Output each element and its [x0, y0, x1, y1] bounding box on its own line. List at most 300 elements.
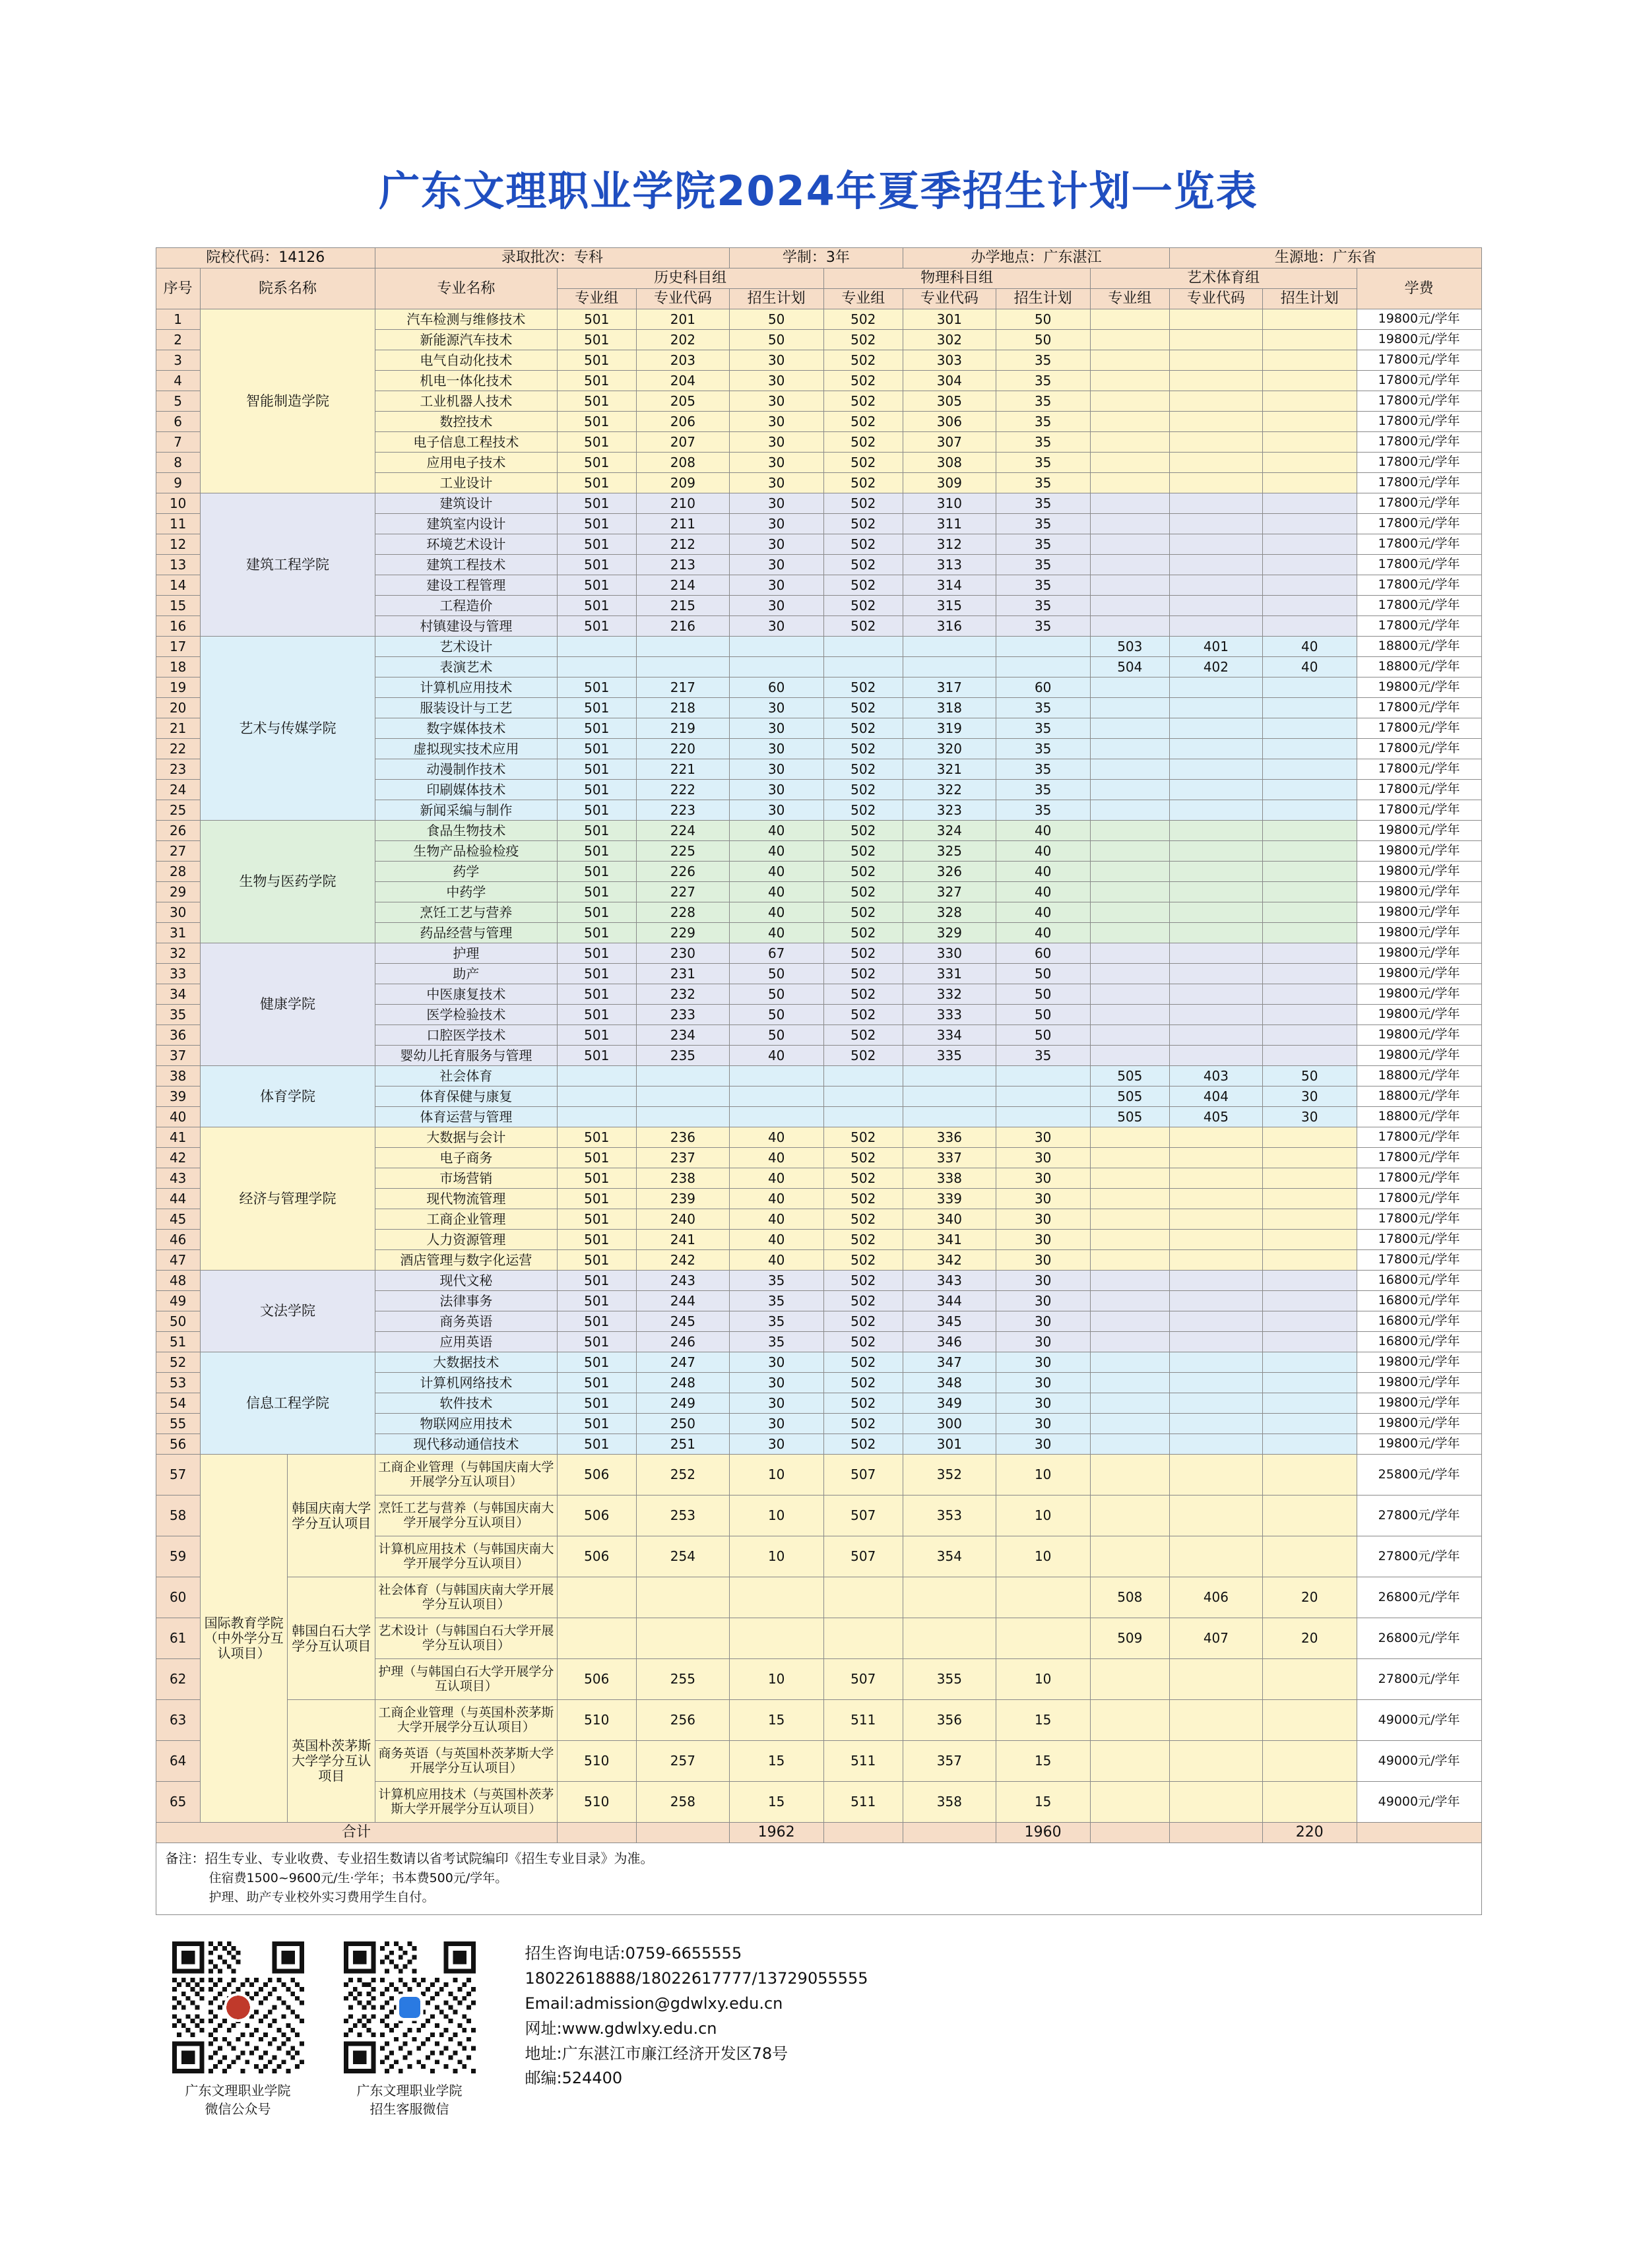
physics-major-code: [903, 1066, 996, 1087]
history-plan: 60: [729, 677, 823, 698]
physics-major-code: 318: [903, 698, 996, 718]
row-index: 6: [156, 412, 200, 432]
major-name: 药品经营与管理: [375, 923, 557, 943]
tuition-fee: 17800元/学年: [1357, 514, 1481, 534]
total-history-plan: 1962: [729, 1823, 823, 1843]
physics-plan: 35: [996, 493, 1090, 514]
physics-major-group: 502: [823, 432, 903, 453]
physics-plan: 35: [996, 575, 1090, 596]
history-plan: 30: [729, 616, 823, 637]
tuition-fee: 19800元/学年: [1357, 1046, 1481, 1066]
physics-major-group: 502: [823, 514, 903, 534]
art-major-code: 405: [1170, 1107, 1263, 1127]
physics-plan: 15: [996, 1782, 1090, 1823]
row-index: 43: [156, 1168, 200, 1189]
row-index: 49: [156, 1291, 200, 1311]
art-major-code: [1170, 943, 1263, 964]
art-major-group: [1090, 1536, 1169, 1577]
history-plan: 30: [729, 350, 823, 371]
row-index: 57: [156, 1455, 200, 1496]
physics-plan: 35: [996, 371, 1090, 391]
art-major-code: [1170, 1209, 1263, 1230]
row-index: 1: [156, 309, 200, 330]
physics-plan: 35: [996, 534, 1090, 555]
physics-plan: [996, 637, 1090, 657]
art-major-code: [1170, 350, 1263, 371]
history-major-code: 256: [636, 1700, 729, 1741]
art-plan: [1262, 432, 1357, 453]
row-index: 51: [156, 1332, 200, 1352]
art-plan: [1262, 902, 1357, 923]
history-major-code: 245: [636, 1311, 729, 1332]
history-plan: 50: [729, 309, 823, 330]
history-major-group: 501: [557, 1230, 636, 1250]
physics-major-code: 305: [903, 391, 996, 412]
history-plan: 30: [729, 453, 823, 473]
department-name: 经济与管理学院: [200, 1127, 375, 1271]
art-plan: [1262, 1230, 1357, 1250]
row-index: 53: [156, 1373, 200, 1393]
history-major-group: 501: [557, 1271, 636, 1291]
art-major-group: [1090, 1741, 1169, 1782]
major-name: 软件技术: [375, 1393, 557, 1414]
tuition-fee: 19800元/学年: [1357, 862, 1481, 882]
tuition-fee: 17800元/学年: [1357, 1189, 1481, 1209]
history-major-code: 209: [636, 473, 729, 493]
tuition-fee: 49000元/学年: [1357, 1741, 1481, 1782]
physics-major-code: 334: [903, 1025, 996, 1046]
physics-plan: 35: [996, 718, 1090, 739]
total-empty-1: [557, 1823, 636, 1843]
physics-major-group: 502: [823, 1393, 903, 1414]
physics-plan: 35: [996, 555, 1090, 575]
art-plan: [1262, 1291, 1357, 1311]
art-plan: [1262, 1025, 1357, 1046]
row-index: 8: [156, 453, 200, 473]
tuition-fee: 19800元/学年: [1357, 841, 1481, 862]
art-major-code: 407: [1170, 1618, 1263, 1659]
physics-plan: 30: [996, 1209, 1090, 1230]
tuition-fee: 19800元/学年: [1357, 902, 1481, 923]
tuition-fee: 17800元/学年: [1357, 1209, 1481, 1230]
partner-program-name: 韩国庆南大学学分互认项目: [288, 1455, 375, 1577]
physics-major-group: 502: [823, 821, 903, 841]
row-index: 24: [156, 780, 200, 800]
art-plan: 20: [1262, 1618, 1357, 1659]
tuition-fee: 18800元/学年: [1357, 1066, 1481, 1087]
major-name: 大数据与会计: [375, 1127, 557, 1148]
row-index: 46: [156, 1230, 200, 1250]
history-major-group: [557, 1107, 636, 1127]
art-major-code: [1170, 1230, 1263, 1250]
art-major-group: 505: [1090, 1066, 1169, 1087]
physics-major-group: 502: [823, 309, 903, 330]
art-major-group: [1090, 412, 1169, 432]
physics-major-code: [903, 1577, 996, 1618]
history-plan: 15: [729, 1782, 823, 1823]
history-major-group: 501: [557, 677, 636, 698]
major-name: 现代物流管理: [375, 1189, 557, 1209]
art-plan: [1262, 1393, 1357, 1414]
physics-major-group: 502: [823, 1352, 903, 1373]
tuition-fee: 17800元/学年: [1357, 453, 1481, 473]
major-name: 工业机器人技术: [375, 391, 557, 412]
history-plan: 30: [729, 1414, 823, 1434]
tuition-fee: 17800元/学年: [1357, 412, 1481, 432]
art-plan: [1262, 1311, 1357, 1332]
history-major-group: 506: [557, 1455, 636, 1496]
history-major-code: 226: [636, 862, 729, 882]
row-index: 36: [156, 1025, 200, 1046]
row-index: 13: [156, 555, 200, 575]
physics-plan: 10: [996, 1455, 1090, 1496]
qr-caption-line2: 微信公众号: [205, 2100, 271, 2117]
art-major-code: [1170, 677, 1263, 698]
physics-major-code: 324: [903, 821, 996, 841]
major-name: 中药学: [375, 882, 557, 902]
total-physics-plan: 1960: [996, 1823, 1090, 1843]
art-major-group: [1090, 1373, 1169, 1393]
art-major-code: [1170, 923, 1263, 943]
tuition-fee: 17800元/学年: [1357, 555, 1481, 575]
history-major-code: 207: [636, 432, 729, 453]
physics-plan: 10: [996, 1536, 1090, 1577]
history-plan: 30: [729, 1393, 823, 1414]
history-plan: 30: [729, 534, 823, 555]
history-major-code: 257: [636, 1741, 729, 1782]
art-major-group: [1090, 1496, 1169, 1536]
row-index: 56: [156, 1434, 200, 1455]
history-plan: 15: [729, 1700, 823, 1741]
row-index: 7: [156, 432, 200, 453]
art-plan: [1262, 1148, 1357, 1168]
major-name: 数控技术: [375, 412, 557, 432]
physics-major-group: 502: [823, 800, 903, 821]
history-major-group: 501: [557, 309, 636, 330]
art-major-code: [1170, 453, 1263, 473]
physics-major-code: [903, 637, 996, 657]
row-index: 59: [156, 1536, 200, 1577]
tuition-fee: 17800元/学年: [1357, 739, 1481, 759]
row-index: 65: [156, 1782, 200, 1823]
art-major-group: [1090, 473, 1169, 493]
art-major-group: [1090, 984, 1169, 1005]
history-plan: 30: [729, 800, 823, 821]
art-major-code: [1170, 432, 1263, 453]
history-plan: 30: [729, 759, 823, 780]
table-row: [156, 1271, 1481, 1291]
physics-major-code: 322: [903, 780, 996, 800]
physics-plan: 35: [996, 412, 1090, 432]
history-plan: 40: [729, 1168, 823, 1189]
history-plan: 40: [729, 1046, 823, 1066]
row-index: 41: [156, 1127, 200, 1148]
history-major-code: 243: [636, 1271, 729, 1291]
physics-major-group: 502: [823, 1025, 903, 1046]
contact-website: 网址:www.gdwlxy.edu.cn: [525, 2019, 717, 2038]
tuition-fee: 19800元/学年: [1357, 309, 1481, 330]
physics-major-group: 502: [823, 555, 903, 575]
history-major-code: 220: [636, 739, 729, 759]
physics-major-group: 511: [823, 1700, 903, 1741]
row-index: 50: [156, 1311, 200, 1332]
art-plan: [1262, 841, 1357, 862]
row-index: 21: [156, 718, 200, 739]
tuition-fee: 17800元/学年: [1357, 1250, 1481, 1271]
history-plan: 30: [729, 1373, 823, 1393]
physics-plan: 30: [996, 1271, 1090, 1291]
art-plan: [1262, 1496, 1357, 1536]
major-name: 商务英语（与英国朴茨茅斯大学开展学分互认项目）: [375, 1741, 557, 1782]
major-name: 数字媒体技术: [375, 718, 557, 739]
qr-caption-line1: 广东文理职业学院: [356, 2082, 463, 2098]
major-name: 现代文秘: [375, 1271, 557, 1291]
physics-major-group: 502: [823, 1168, 903, 1189]
history-major-code: 258: [636, 1782, 729, 1823]
row-index: 45: [156, 1209, 200, 1230]
art-plan: [1262, 1189, 1357, 1209]
note-line-3: 护理、助产专业校外实习费用学生自付。: [209, 1890, 435, 1905]
physics-major-code: 345: [903, 1311, 996, 1332]
art-major-code: [1170, 616, 1263, 637]
physics-major-code: 357: [903, 1741, 996, 1782]
history-major-group: 501: [557, 1291, 636, 1311]
art-major-code: [1170, 1496, 1263, 1536]
physics-plan: 60: [996, 677, 1090, 698]
history-major-group: [557, 637, 636, 657]
art-plan: [1262, 882, 1357, 902]
physics-major-group: 502: [823, 862, 903, 882]
physics-plan: 30: [996, 1414, 1090, 1434]
physics-major-group: 507: [823, 1536, 903, 1577]
art-plan: [1262, 780, 1357, 800]
art-major-code: 404: [1170, 1087, 1263, 1107]
history-plan: 40: [729, 1250, 823, 1271]
history-plan: 35: [729, 1332, 823, 1352]
row-index: 54: [156, 1393, 200, 1414]
art-major-code: [1170, 1005, 1263, 1025]
physics-plan: [996, 657, 1090, 677]
art-major-code: [1170, 1536, 1263, 1577]
physics-major-code: 319: [903, 718, 996, 739]
major-name: 新闻采编与制作: [375, 800, 557, 821]
major-name: 虚拟现实技术应用: [375, 739, 557, 759]
art-plan: [1262, 943, 1357, 964]
art-major-code: [1170, 1414, 1263, 1434]
art-major-group: [1090, 923, 1169, 943]
history-major-code: 205: [636, 391, 729, 412]
physics-plan: 35: [996, 616, 1090, 637]
history-plan: 30: [729, 1352, 823, 1373]
physics-major-group: 502: [823, 964, 903, 984]
physics-plan: 35: [996, 473, 1090, 493]
art-major-code: [1170, 1700, 1263, 1741]
art-major-group: [1090, 1352, 1169, 1373]
art-major-group: [1090, 780, 1169, 800]
art-major-group: [1090, 371, 1169, 391]
art-plan: [1262, 534, 1357, 555]
history-major-group: 501: [557, 575, 636, 596]
physics-major-code: 307: [903, 432, 996, 453]
physics-major-group: 502: [823, 534, 903, 555]
physics-major-group: 502: [823, 1005, 903, 1025]
art-major-code: [1170, 1127, 1263, 1148]
major-name: 艺术设计: [375, 637, 557, 657]
history-plan: 35: [729, 1311, 823, 1332]
tuition-fee: 19800元/学年: [1357, 882, 1481, 902]
physics-major-group: 502: [823, 453, 903, 473]
physics-plan: 35: [996, 698, 1090, 718]
history-major-group: 501: [557, 1373, 636, 1393]
history-plan: 50: [729, 1005, 823, 1025]
art-major-code: [1170, 309, 1263, 330]
table-row: [156, 1352, 1481, 1373]
physics-plan: 35: [996, 453, 1090, 473]
physics-major-group: 502: [823, 1209, 903, 1230]
art-major-code: [1170, 841, 1263, 862]
table-row-international: [156, 1700, 1481, 1741]
qr-caption-line2: 招生客服微信: [369, 2100, 449, 2117]
art-plan: [1262, 1250, 1357, 1271]
art-major-code: [1170, 1271, 1263, 1291]
major-name: 电子商务: [375, 1148, 557, 1168]
physics-major-group: 502: [823, 596, 903, 616]
history-plan: 40: [729, 923, 823, 943]
physics-major-group: 502: [823, 718, 903, 739]
major-name: 汽车检测与维修技术: [375, 309, 557, 330]
student-origin: 生源地：广东省: [1170, 248, 1481, 268]
row-index: 12: [156, 534, 200, 555]
history-major-group: 501: [557, 514, 636, 534]
physics-major-code: [903, 1618, 996, 1659]
major-name: 烹饪工艺与营养（与韩国庆南大学开展学分互认项目）: [375, 1496, 557, 1536]
physics-major-code: [903, 1107, 996, 1127]
history-major-group: [557, 657, 636, 677]
row-index: 62: [156, 1659, 200, 1700]
history-major-group: 501: [557, 350, 636, 371]
major-name: 工商企业管理（与韩国庆南大学开展学分互认项目）: [375, 1455, 557, 1496]
history-major-group: 501: [557, 1434, 636, 1455]
physics-major-code: 356: [903, 1700, 996, 1741]
tuition-fee: 17800元/学年: [1357, 350, 1481, 371]
campus-location: 办学地点：广东湛江: [903, 248, 1169, 268]
tuition-fee: 17800元/学年: [1357, 575, 1481, 596]
physics-major-code: 301: [903, 309, 996, 330]
art-major-code: [1170, 391, 1263, 412]
history-major-code: 244: [636, 1291, 729, 1311]
history-major-code: 229: [636, 923, 729, 943]
admission-plan-table: [156, 247, 1482, 1843]
row-index: 47: [156, 1250, 200, 1271]
art-plan: [1262, 862, 1357, 882]
history-plan: [729, 1087, 823, 1107]
art-major-group: [1090, 698, 1169, 718]
history-major-group: 501: [557, 555, 636, 575]
tuition-fee: 19800元/学年: [1357, 1434, 1481, 1455]
tuition-fee: 17800元/学年: [1357, 800, 1481, 821]
history-major-group: 501: [557, 473, 636, 493]
row-index: 18: [156, 657, 200, 677]
physics-plan: [996, 1107, 1090, 1127]
art-major-code: [1170, 1311, 1263, 1332]
qr-block-wechat-service: [327, 1941, 492, 2118]
art-major-group: [1090, 1455, 1169, 1496]
art-plan: [1262, 1332, 1357, 1352]
major-name: 工商企业管理（与英国朴茨茅斯大学开展学分互认项目）: [375, 1700, 557, 1741]
art-major-code: [1170, 1148, 1263, 1168]
history-plan: 40: [729, 821, 823, 841]
tuition-fee: 27800元/学年: [1357, 1659, 1481, 1700]
th-group-history: 历史科目组: [557, 268, 823, 289]
major-name: 计算机网络技术: [375, 1373, 557, 1393]
tuition-fee: 17800元/学年: [1357, 698, 1481, 718]
history-major-group: 506: [557, 1496, 636, 1536]
art-plan: 50: [1262, 1066, 1357, 1087]
history-plan: [729, 1577, 823, 1618]
art-plan: [1262, 1127, 1357, 1148]
th-major-group: 专业组: [557, 289, 636, 309]
tuition-fee: 27800元/学年: [1357, 1536, 1481, 1577]
history-plan: 40: [729, 1230, 823, 1250]
history-major-code: 250: [636, 1414, 729, 1434]
physics-major-group: [823, 1087, 903, 1107]
th-major-group: 专业组: [1090, 289, 1169, 309]
row-index: 34: [156, 984, 200, 1005]
art-major-code: [1170, 493, 1263, 514]
table-row-international: [156, 1577, 1481, 1618]
tuition-fee: 17800元/学年: [1357, 473, 1481, 493]
row-index: 52: [156, 1352, 200, 1373]
physics-plan: 10: [996, 1659, 1090, 1700]
history-major-group: 506: [557, 1659, 636, 1700]
physics-major-code: 336: [903, 1127, 996, 1148]
history-major-group: 501: [557, 964, 636, 984]
tuition-fee: 19800元/学年: [1357, 923, 1481, 943]
physics-major-code: 353: [903, 1496, 996, 1536]
history-plan: 10: [729, 1455, 823, 1496]
physics-plan: 30: [996, 1434, 1090, 1455]
history-major-code: 231: [636, 964, 729, 984]
physics-major-code: 323: [903, 800, 996, 821]
art-major-code: [1170, 1352, 1263, 1373]
major-name: 助产: [375, 964, 557, 984]
tuition-fee: 19800元/学年: [1357, 1025, 1481, 1046]
major-name: 食品生物技术: [375, 821, 557, 841]
total-empty-6: [1170, 1823, 1263, 1843]
physics-major-group: 502: [823, 1230, 903, 1250]
row-index: 64: [156, 1741, 200, 1782]
th-major-group: 专业组: [823, 289, 903, 309]
major-name: 药学: [375, 862, 557, 882]
history-plan: 67: [729, 943, 823, 964]
history-major-code: 215: [636, 596, 729, 616]
th-major: 专业名称: [375, 268, 557, 309]
art-major-code: 402: [1170, 657, 1263, 677]
art-plan: [1262, 616, 1357, 637]
art-major-group: [1090, 759, 1169, 780]
table-row: [156, 637, 1481, 657]
row-index: 19: [156, 677, 200, 698]
physics-plan: 30: [996, 1373, 1090, 1393]
tuition-fee: 19800元/学年: [1357, 1373, 1481, 1393]
history-major-group: 501: [557, 1189, 636, 1209]
physics-major-group: [823, 1066, 903, 1087]
physics-plan: 35: [996, 759, 1090, 780]
history-plan: 30: [729, 698, 823, 718]
history-major-code: 206: [636, 412, 729, 432]
history-major-code: 248: [636, 1373, 729, 1393]
history-major-group: 501: [557, 391, 636, 412]
